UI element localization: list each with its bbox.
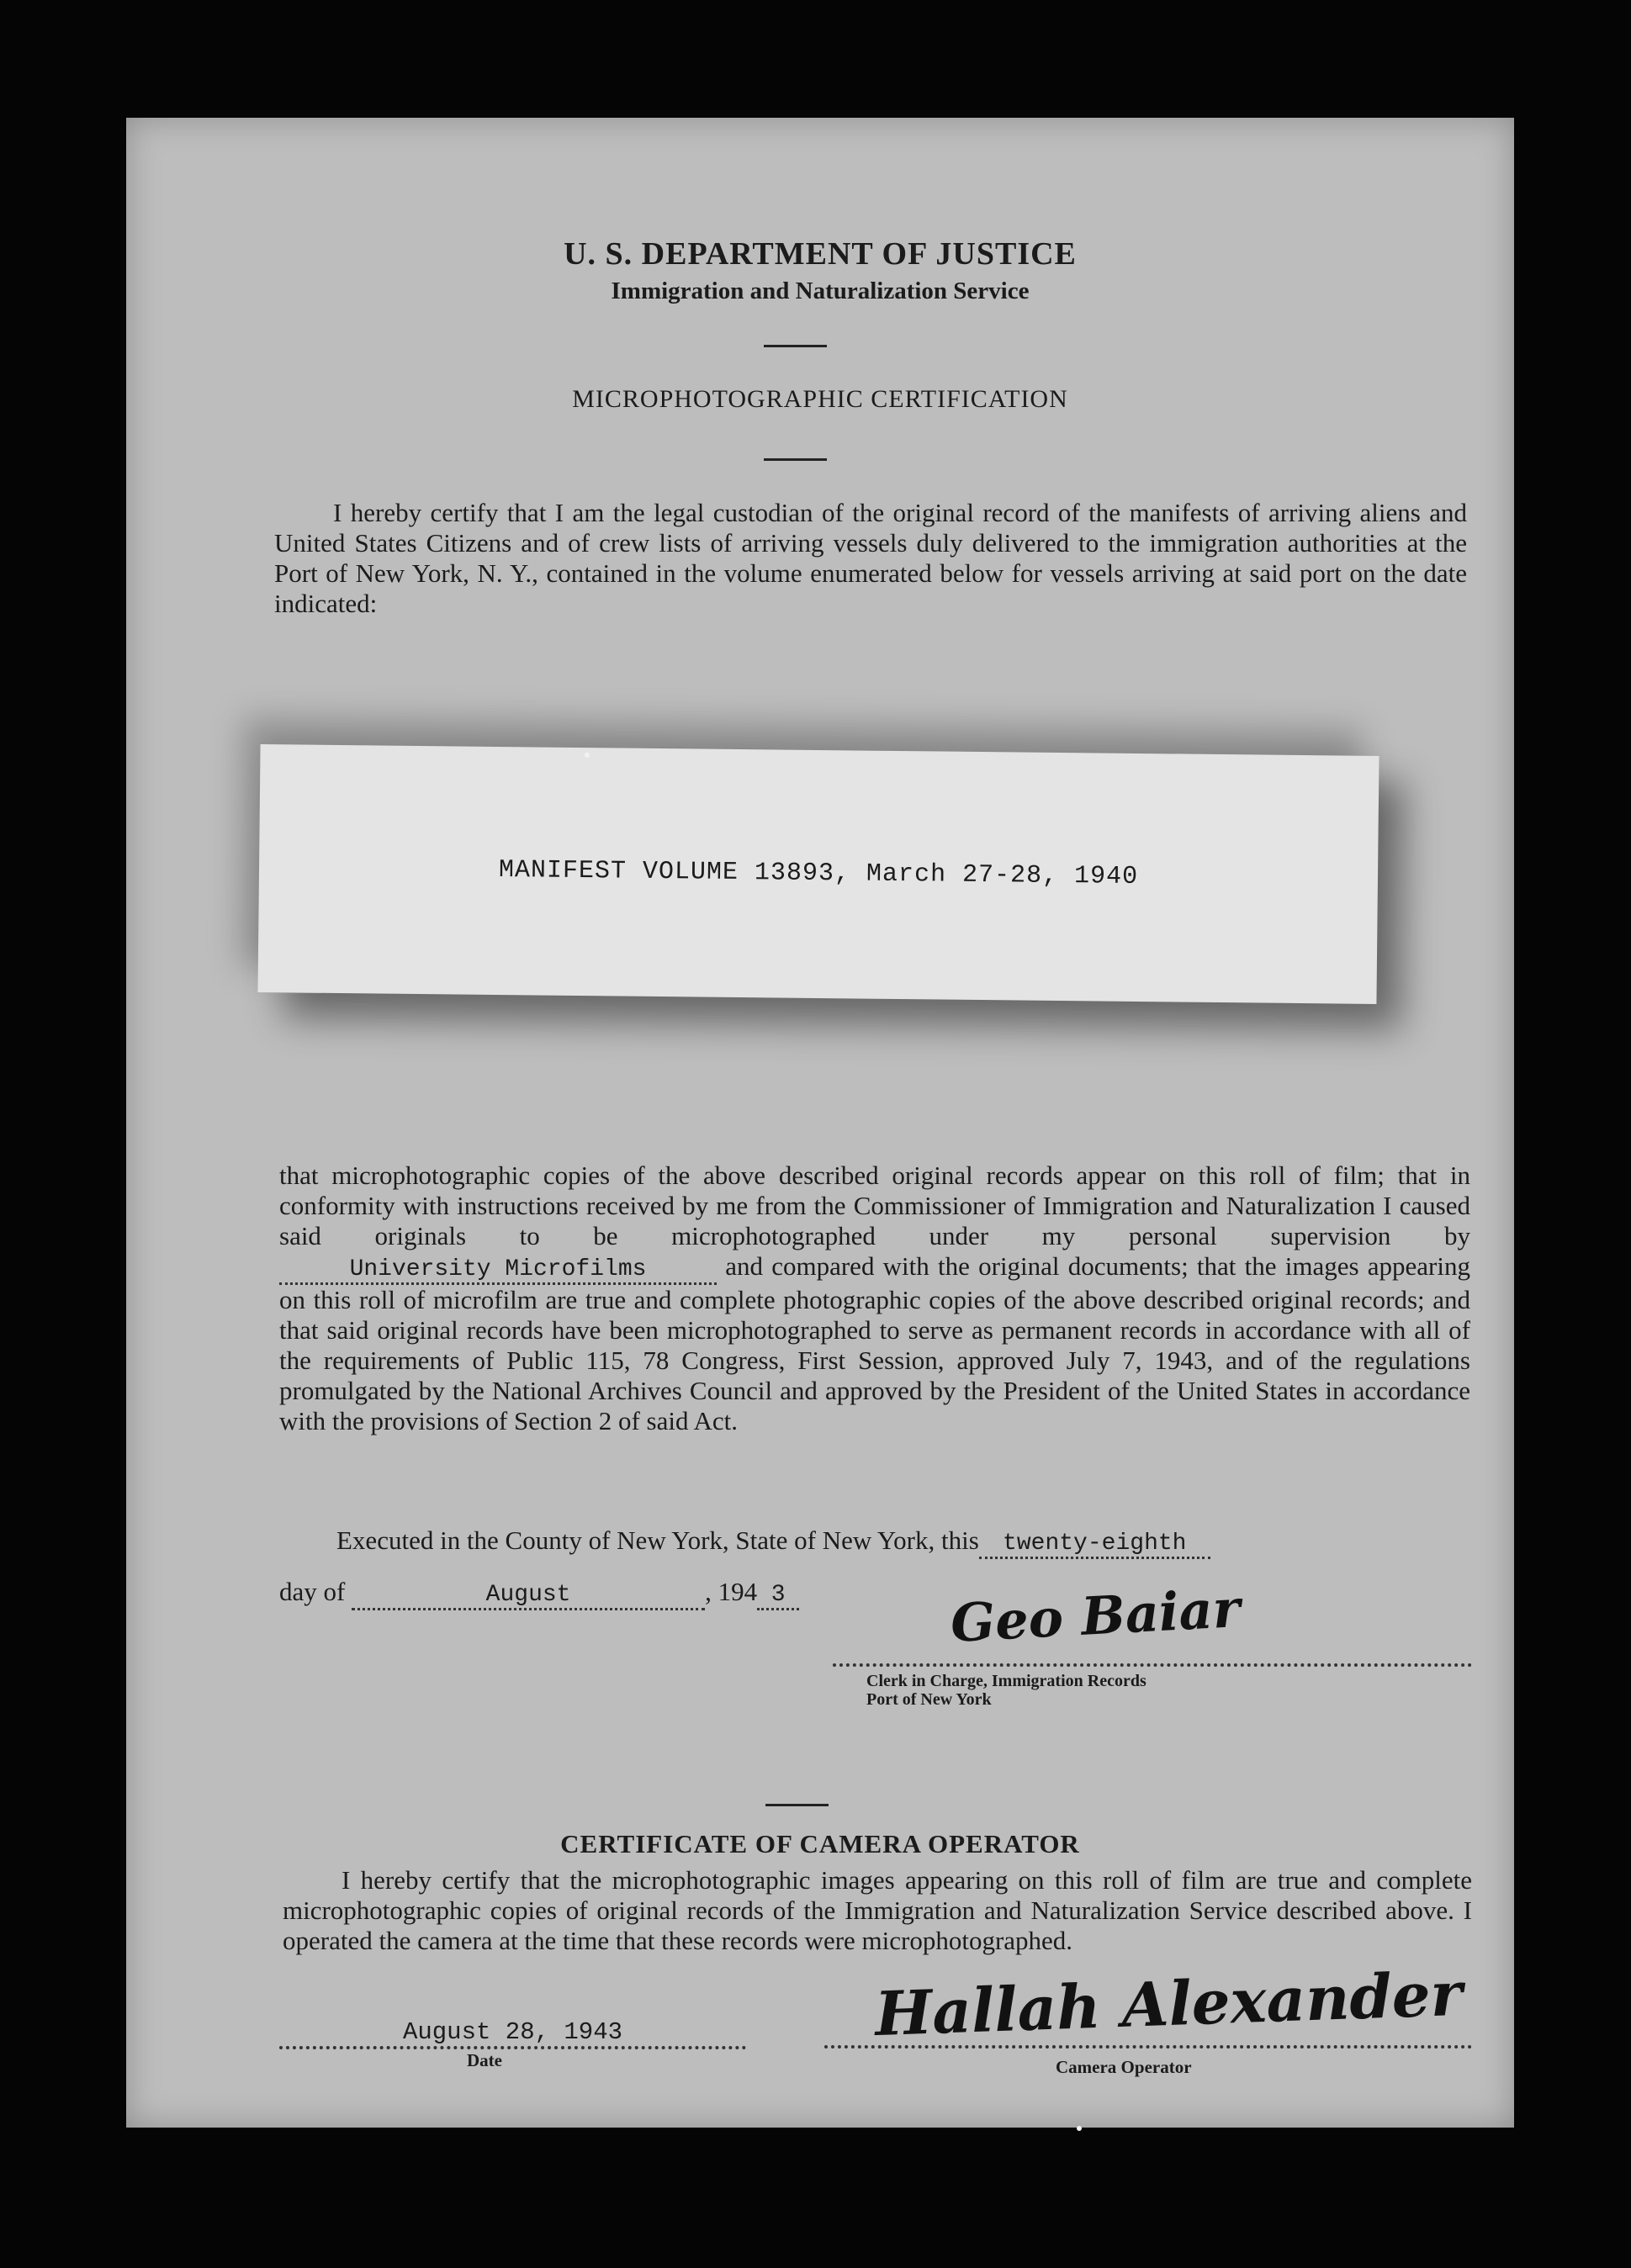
month-field: August — [352, 1583, 705, 1610]
clerk-caption: Clerk in Charge, Immigration Records Port of New York — [866, 1672, 1146, 1709]
clerk-signature-line — [833, 1657, 1472, 1667]
execution-day-field: twenty-eighth — [979, 1531, 1210, 1559]
certificate-sheet — [126, 118, 1514, 2128]
execution-line — [336, 1525, 1472, 1559]
divider-rule — [764, 345, 827, 347]
copies-text-1: that microphotographic copies of the above described original records appear on this roll of film; that in conformity with instructions received by me from the Commissioner of Immigration and Naturalization I caused said originals to be microphotographed under my personal supervision by — [279, 1160, 1470, 1250]
divider-rule — [765, 1804, 829, 1806]
copies-paragraph — [279, 1160, 1470, 1436]
date-label: Date — [467, 2050, 502, 2070]
form-title: MICROPHOTOGRAPHIC CERTIFICATION — [572, 385, 1068, 413]
year-digit-field: 3 — [757, 1583, 799, 1610]
month-year-line — [279, 1577, 799, 1610]
operator-date-field: August 28, 1943 — [279, 2018, 746, 2049]
film-speck — [1077, 2126, 1082, 2131]
film-speck — [585, 753, 590, 758]
operator-signature: Hallah Alexander — [873, 1957, 1464, 2050]
filmer-field: University Microfilms — [279, 1257, 717, 1285]
clerk-signature: Geo Baiar — [949, 1578, 1242, 1654]
camera-certificate-title: CERTIFICATE OF CAMERA OPERATOR — [560, 1829, 1080, 1858]
agency-heading: U. S. DEPARTMENT OF JUSTICE — [564, 236, 1077, 272]
copies-text-2: and compared with the original documents; that the images appearing on this roll of microfilm are true and complete photographic copies of the above described original records; and that said original records have been microphotographed to serve as permanent records in accordance with all of the requirements of Public 115, 78 Congress, First Session, approved July 7, 1943, and of the regulations promulgated by the National Archives Council and approved by the President of the United States in accordance with the provisions of Section 2 of said Act. — [279, 1251, 1470, 1435]
execution-prefix: Executed in the County of New York, State of New York, this — [336, 1525, 979, 1555]
custodian-paragraph: I hereby certify that I am the legal custodian of the original record of the manifests of arriving aliens and United States Citizens and of crew lists of arriving vessels duly delivered to the immigration authorities at the Port of New York, N. Y., contained in the volume enumerated below for vessels arriving at said port on the date indicated: — [274, 498, 1467, 618]
operator-signature-line — [824, 2043, 1472, 2049]
year-prefix: , 194 — [705, 1577, 758, 1606]
service-heading: Immigration and Naturalization Service — [611, 278, 1030, 304]
camera-certificate-paragraph: I hereby certify that the microphotographic images appearing on this roll of film are true and complete microphotographic copies of original records of the Immigration and Naturalization Service described above. I operated the camera at the time that these records were microphotographed. — [283, 1865, 1472, 1955]
day-of-label: day of — [279, 1577, 346, 1606]
divider-rule — [764, 458, 827, 461]
manifest-volume-slip — [257, 744, 1379, 1004]
camera-operator-label: Camera Operator — [1056, 2057, 1192, 2077]
manifest-volume-text: MANIFEST VOLUME 13893, March 27-28, 1940 — [498, 856, 1139, 891]
